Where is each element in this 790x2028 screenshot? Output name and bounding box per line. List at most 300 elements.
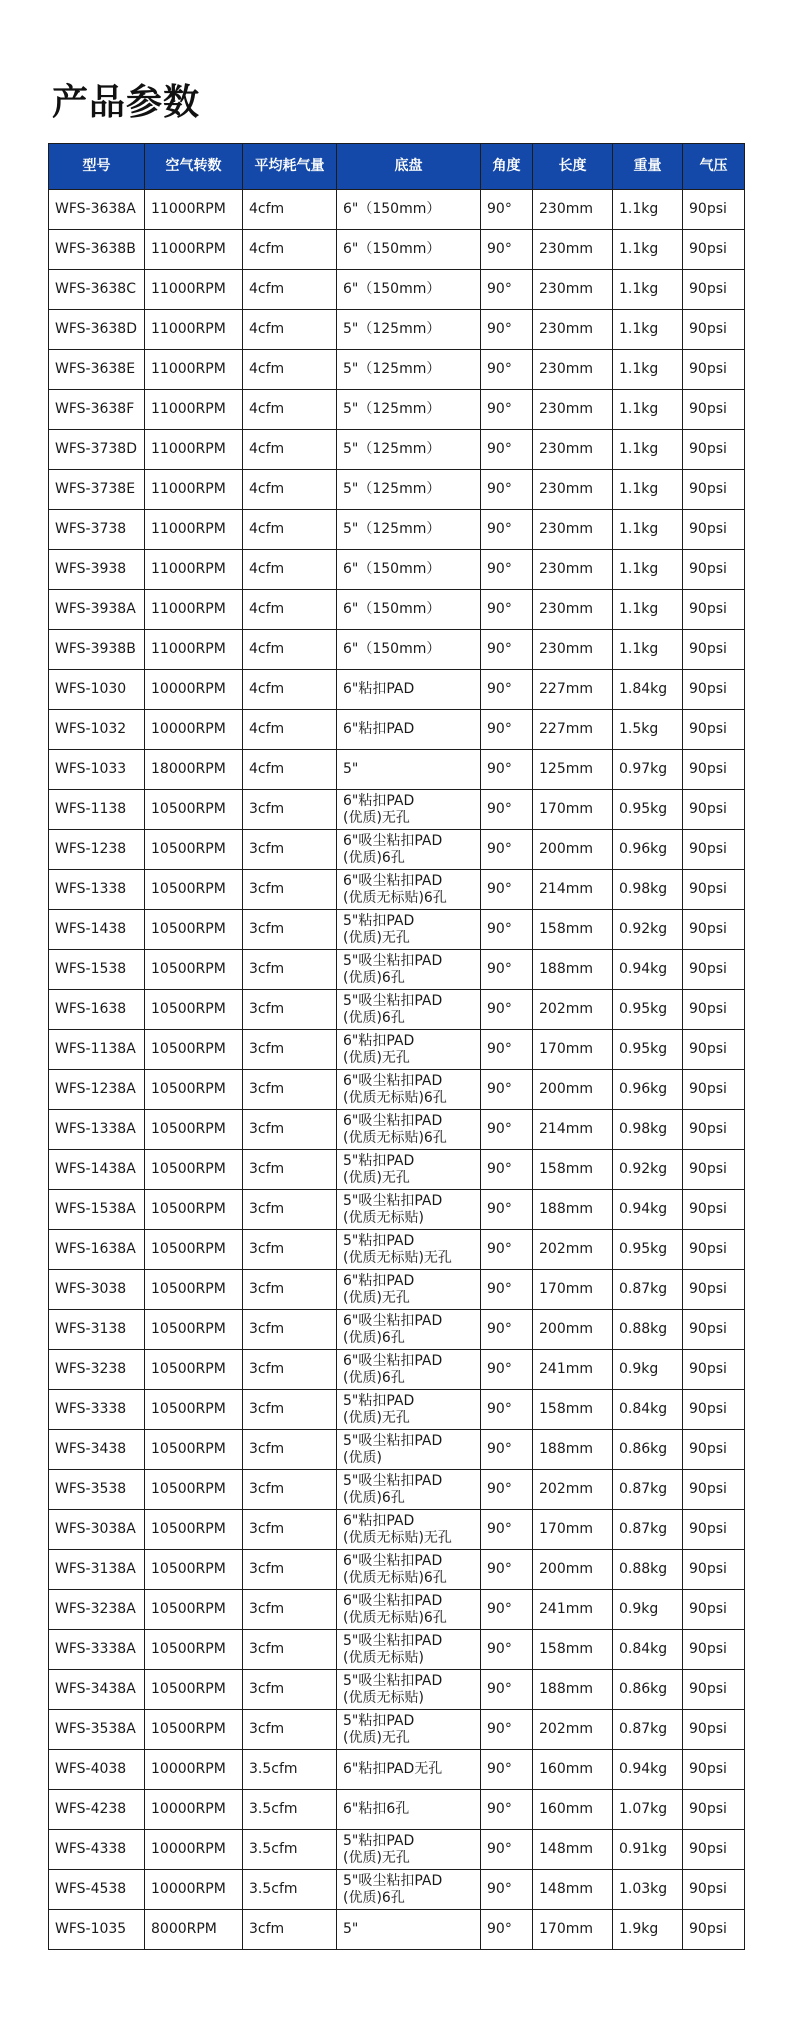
cell-weight: 0.88kg [613,1310,683,1350]
cell-weight: 1.5kg [613,710,683,750]
cell-length: 230mm [533,590,613,630]
cell-speed: 10500RPM [145,910,243,950]
cell-length: 200mm [533,1550,613,1590]
cell-air-consumption: 3cfm [243,950,337,990]
table-row [49,1830,745,1870]
table-row [49,830,745,870]
cell-speed: 11000RPM [145,310,243,350]
table-row [49,1350,745,1390]
table-row [49,670,745,710]
cell-pad: 5"吸尘粘扣PAD (优质无标贴) [337,1630,481,1670]
cell-weight: 0.98kg [613,870,683,910]
cell-pressure: 90psi [683,590,745,630]
cell-model: WFS-3638E [49,350,145,390]
cell-weight: 1.1kg [613,550,683,590]
cell-length: 158mm [533,910,613,950]
cell-air-consumption: 3cfm [243,1550,337,1590]
table-header-row [49,144,745,190]
cell-angle: 90° [481,1550,533,1590]
cell-angle: 90° [481,1590,533,1630]
table-row [49,1190,745,1230]
cell-air-consumption: 3cfm [243,1470,337,1510]
cell-length: 230mm [533,510,613,550]
cell-model: WFS-3638C [49,270,145,310]
table-row [49,1670,745,1710]
cell-length: 202mm [533,1470,613,1510]
cell-air-consumption: 3cfm [243,870,337,910]
cell-air-consumption: 3cfm [243,1910,337,1950]
cell-angle: 90° [481,1350,533,1390]
cell-weight: 0.87kg [613,1270,683,1310]
table-row [49,390,745,430]
table-row [49,710,745,750]
cell-angle: 90° [481,710,533,750]
cell-pressure: 90psi [683,1070,745,1110]
table-row [49,950,745,990]
table-row [49,1070,745,1110]
cell-length: 158mm [533,1390,613,1430]
cell-weight: 0.95kg [613,790,683,830]
cell-weight: 1.07kg [613,1790,683,1830]
cell-speed: 8000RPM [145,1910,243,1950]
cell-pad: 5"吸尘粘扣PAD (优质)6孔 [337,1870,481,1910]
cell-angle: 90° [481,1870,533,1910]
cell-angle: 90° [481,1630,533,1670]
cell-pressure: 90psi [683,670,745,710]
cell-model: WFS-3238 [49,1350,145,1390]
cell-speed: 10500RPM [145,990,243,1030]
cell-weight: 0.84kg [613,1390,683,1430]
cell-speed: 11000RPM [145,630,243,670]
cell-length: 230mm [533,270,613,310]
cell-angle: 90° [481,1510,533,1550]
cell-weight: 1.1kg [613,310,683,350]
cell-pad: 6"吸尘粘扣PAD (优质无标贴)6孔 [337,1590,481,1630]
cell-length: 200mm [533,830,613,870]
cell-angle: 90° [481,1430,533,1470]
table-row [49,270,745,310]
cell-length: 170mm [533,1030,613,1070]
cell-speed: 11000RPM [145,350,243,390]
cell-pressure: 90psi [683,1590,745,1630]
cell-pad: 6"粘扣PAD (优质)无孔 [337,1270,481,1310]
cell-length: 230mm [533,430,613,470]
cell-pad: 6"吸尘粘扣PAD (优质)6孔 [337,1310,481,1350]
cell-model: WFS-4338 [49,1830,145,1870]
cell-speed: 11000RPM [145,510,243,550]
cell-weight: 1.1kg [613,470,683,510]
cell-angle: 90° [481,1790,533,1830]
cell-model: WFS-4038 [49,1750,145,1790]
table-row [49,1590,745,1630]
cell-pad: 5"（125mm） [337,350,481,390]
cell-model: WFS-3438 [49,1430,145,1470]
cell-speed: 10500RPM [145,1710,243,1750]
cell-angle: 90° [481,470,533,510]
cell-pressure: 90psi [683,1190,745,1230]
cell-pressure: 90psi [683,390,745,430]
cell-angle: 90° [481,1070,533,1110]
cell-pressure: 90psi [683,230,745,270]
cell-speed: 10500RPM [145,790,243,830]
cell-length: 170mm [533,790,613,830]
cell-length: 170mm [533,1270,613,1310]
cell-air-consumption: 3cfm [243,1430,337,1470]
cell-speed: 10500RPM [145,1150,243,1190]
cell-pressure: 90psi [683,1510,745,1550]
table-row [49,1470,745,1510]
cell-pressure: 90psi [683,1390,745,1430]
cell-speed: 10500RPM [145,1030,243,1070]
cell-length: 230mm [533,550,613,590]
cell-speed: 11000RPM [145,550,243,590]
cell-air-consumption: 3cfm [243,1390,337,1430]
cell-pad: 5"吸尘粘扣PAD (优质)6孔 [337,1470,481,1510]
cell-air-consumption: 4cfm [243,350,337,390]
cell-speed: 18000RPM [145,750,243,790]
cell-weight: 0.94kg [613,1750,683,1790]
cell-pad: 5"（125mm） [337,390,481,430]
cell-model: WFS-1338A [49,1110,145,1150]
table-row [49,1150,745,1190]
cell-pressure: 90psi [683,1630,745,1670]
cell-pad: 6"粘扣PAD (优质)无孔 [337,790,481,830]
cell-pad: 5"（125mm） [337,470,481,510]
table-row [49,1550,745,1590]
cell-pressure: 90psi [683,1670,745,1710]
cell-weight: 1.1kg [613,270,683,310]
cell-speed: 10000RPM [145,1870,243,1910]
cell-weight: 0.92kg [613,910,683,950]
table-row [49,1510,745,1550]
cell-angle: 90° [481,1470,533,1510]
cell-speed: 10500RPM [145,1190,243,1230]
cell-weight: 1.9kg [613,1910,683,1950]
cell-pad: 5"吸尘粘扣PAD (优质无标贴) [337,1670,481,1710]
cell-pressure: 90psi [683,790,745,830]
cell-air-consumption: 4cfm [243,590,337,630]
cell-air-consumption: 3cfm [243,1630,337,1670]
cell-weight: 0.87kg [613,1510,683,1550]
table-row [49,1910,745,1950]
cell-angle: 90° [481,350,533,390]
cell-weight: 0.91kg [613,1830,683,1870]
cell-length: 170mm [533,1910,613,1950]
table-row [49,1310,745,1350]
cell-weight: 0.84kg [613,1630,683,1670]
cell-pad: 5"（125mm） [337,430,481,470]
table-row [49,310,745,350]
table-row [49,1030,745,1070]
cell-weight: 0.87kg [613,1470,683,1510]
cell-pressure: 90psi [683,870,745,910]
cell-speed: 10500RPM [145,830,243,870]
cell-speed: 10500RPM [145,1350,243,1390]
cell-model: WFS-3438A [49,1670,145,1710]
cell-weight: 0.86kg [613,1670,683,1710]
cell-pressure: 90psi [683,1110,745,1150]
cell-model: WFS-1638 [49,990,145,1030]
cell-angle: 90° [481,590,533,630]
cell-model: WFS-1032 [49,710,145,750]
table-row [49,1110,745,1150]
cell-weight: 0.96kg [613,1070,683,1110]
cell-pressure: 90psi [683,1870,745,1910]
cell-weight: 0.96kg [613,830,683,870]
cell-model: WFS-3638F [49,390,145,430]
header-cell-model: 型号 [49,144,145,190]
cell-angle: 90° [481,1390,533,1430]
cell-angle: 90° [481,910,533,950]
cell-weight: 0.97kg [613,750,683,790]
cell-weight: 1.1kg [613,430,683,470]
cell-length: 230mm [533,630,613,670]
cell-model: WFS-3038 [49,1270,145,1310]
cell-pad: 6"（150mm） [337,590,481,630]
cell-pad: 5"吸尘粘扣PAD (优质)6孔 [337,950,481,990]
cell-model: WFS-3138A [49,1550,145,1590]
cell-pad: 6"（150mm） [337,230,481,270]
cell-length: 160mm [533,1790,613,1830]
cell-length: 230mm [533,310,613,350]
cell-pad: 5"吸尘粘扣PAD (优质无标贴) [337,1190,481,1230]
cell-model: WFS-3238A [49,1590,145,1630]
cell-length: 170mm [533,1510,613,1550]
cell-air-consumption: 3cfm [243,990,337,1030]
cell-air-consumption: 3cfm [243,1070,337,1110]
cell-speed: 11000RPM [145,590,243,630]
cell-angle: 90° [481,950,533,990]
cell-pad: 5"粘扣PAD (优质)无孔 [337,910,481,950]
cell-length: 188mm [533,950,613,990]
cell-pressure: 90psi [683,310,745,350]
cell-pressure: 90psi [683,750,745,790]
cell-pressure: 90psi [683,710,745,750]
cell-weight: 1.1kg [613,510,683,550]
cell-model: WFS-1138A [49,1030,145,1070]
cell-pressure: 90psi [683,1830,745,1870]
cell-angle: 90° [481,550,533,590]
cell-angle: 90° [481,750,533,790]
cell-speed: 10500RPM [145,1270,243,1310]
cell-weight: 0.95kg [613,1030,683,1070]
cell-angle: 90° [481,870,533,910]
cell-length: 241mm [533,1590,613,1630]
cell-speed: 10500RPM [145,1310,243,1350]
cell-length: 158mm [533,1630,613,1670]
cell-air-consumption: 3cfm [243,1150,337,1190]
cell-speed: 10000RPM [145,1750,243,1790]
cell-model: WFS-3738 [49,510,145,550]
cell-length: 160mm [533,1750,613,1790]
cell-angle: 90° [481,230,533,270]
cell-angle: 90° [481,1230,533,1270]
cell-speed: 10000RPM [145,1830,243,1870]
header-cell-weight: 重量 [613,144,683,190]
cell-pad: 6"吸尘粘扣PAD (优质无标贴)6孔 [337,1110,481,1150]
cell-pad: 6"粘扣6孔 [337,1790,481,1830]
cell-pad: 6"吸尘粘扣PAD (优质无标贴)6孔 [337,1070,481,1110]
cell-air-consumption: 4cfm [243,550,337,590]
cell-angle: 90° [481,1670,533,1710]
cell-speed: 10500RPM [145,1110,243,1150]
cell-speed: 10500RPM [145,1510,243,1550]
cell-pressure: 90psi [683,350,745,390]
cell-model: WFS-3538 [49,1470,145,1510]
cell-speed: 11000RPM [145,430,243,470]
cell-model: WFS-1638A [49,1230,145,1270]
cell-pad: 6"粘扣PAD (优质无标贴)无孔 [337,1510,481,1550]
cell-angle: 90° [481,390,533,430]
cell-length: 214mm [533,1110,613,1150]
cell-length: 188mm [533,1670,613,1710]
cell-pressure: 90psi [683,1710,745,1750]
cell-model: WFS-3938B [49,630,145,670]
table-row [49,550,745,590]
table-row [49,870,745,910]
cell-length: 227mm [533,710,613,750]
cell-pressure: 90psi [683,1230,745,1270]
cell-air-consumption: 4cfm [243,710,337,750]
cell-model: WFS-3738E [49,470,145,510]
cell-angle: 90° [481,1030,533,1070]
cell-length: 202mm [533,990,613,1030]
cell-air-consumption: 3.5cfm [243,1830,337,1870]
cell-pad: 6"粘扣PAD (优质)无孔 [337,1030,481,1070]
page-title: 产品参数 [52,82,201,123]
table-row [49,190,745,230]
cell-weight: 0.9kg [613,1350,683,1390]
cell-speed: 10500RPM [145,950,243,990]
cell-pad: 5"粘扣PAD (优质)无孔 [337,1830,481,1870]
cell-length: 158mm [533,1150,613,1190]
cell-air-consumption: 4cfm [243,390,337,430]
cell-pressure: 90psi [683,1150,745,1190]
cell-speed: 11000RPM [145,390,243,430]
cell-pad: 5"粘扣PAD (优质)无孔 [337,1150,481,1190]
cell-model: WFS-3638D [49,310,145,350]
cell-pressure: 90psi [683,910,745,950]
table-row [49,1390,745,1430]
cell-pressure: 90psi [683,1270,745,1310]
header-cell-pressure: 气压 [683,144,745,190]
table-row [49,1710,745,1750]
cell-model: WFS-1238 [49,830,145,870]
cell-pressure: 90psi [683,1470,745,1510]
cell-pressure: 90psi [683,550,745,590]
cell-speed: 10500RPM [145,1470,243,1510]
table-row [49,1870,745,1910]
table-row [49,1750,745,1790]
cell-air-consumption: 4cfm [243,510,337,550]
header-cell-angle: 角度 [481,144,533,190]
cell-air-consumption: 4cfm [243,750,337,790]
cell-pressure: 90psi [683,1030,745,1070]
cell-angle: 90° [481,1750,533,1790]
cell-weight: 0.94kg [613,1190,683,1230]
cell-pressure: 90psi [683,1790,745,1830]
cell-air-consumption: 3cfm [243,1110,337,1150]
cell-model: WFS-3638A [49,190,145,230]
cell-pad: 6"粘扣PAD [337,710,481,750]
cell-pad: 6"吸尘粘扣PAD (优质)6孔 [337,830,481,870]
table-row [49,1790,745,1830]
header-cell-pad: 底盘 [337,144,481,190]
cell-angle: 90° [481,1710,533,1750]
cell-pressure: 90psi [683,1350,745,1390]
cell-length: 202mm [533,1230,613,1270]
cell-length: 200mm [533,1070,613,1110]
cell-speed: 10000RPM [145,1790,243,1830]
table-row [49,1430,745,1470]
cell-air-consumption: 3cfm [243,1230,337,1270]
cell-model: WFS-1338 [49,870,145,910]
cell-model: WFS-1438 [49,910,145,950]
cell-pressure: 90psi [683,1550,745,1590]
table-row [49,230,745,270]
cell-air-consumption: 3cfm [243,1310,337,1350]
table-row [49,590,745,630]
cell-angle: 90° [481,670,533,710]
cell-pad: 6"（150mm） [337,630,481,670]
cell-pad: 5" [337,750,481,790]
cell-speed: 10000RPM [145,710,243,750]
cell-model: WFS-1030 [49,670,145,710]
cell-pad: 6"粘扣PAD无孔 [337,1750,481,1790]
cell-weight: 1.1kg [613,190,683,230]
cell-pad: 5"（125mm） [337,310,481,350]
cell-weight: 0.94kg [613,950,683,990]
cell-model: WFS-3338 [49,1390,145,1430]
cell-pressure: 90psi [683,1910,745,1950]
cell-pressure: 90psi [683,430,745,470]
cell-model: WFS-3038A [49,1510,145,1550]
cell-air-consumption: 3.5cfm [243,1750,337,1790]
cell-model: WFS-1033 [49,750,145,790]
cell-speed: 10500RPM [145,1550,243,1590]
cell-length: 188mm [533,1190,613,1230]
cell-air-consumption: 3cfm [243,1590,337,1630]
cell-speed: 10500RPM [145,870,243,910]
cell-angle: 90° [481,1910,533,1950]
cell-length: 148mm [533,1830,613,1870]
cell-length: 227mm [533,670,613,710]
header-cell-length: 长度 [533,144,613,190]
cell-air-consumption: 4cfm [243,430,337,470]
cell-speed: 11000RPM [145,470,243,510]
cell-weight: 0.86kg [613,1430,683,1470]
cell-model: WFS-4538 [49,1870,145,1910]
cell-weight: 1.1kg [613,230,683,270]
cell-angle: 90° [481,1190,533,1230]
cell-length: 230mm [533,390,613,430]
cell-air-consumption: 4cfm [243,310,337,350]
cell-pad: 5"粘扣PAD (优质)无孔 [337,1710,481,1750]
cell-model: WFS-1138 [49,790,145,830]
cell-angle: 90° [481,1110,533,1150]
cell-angle: 90° [481,1830,533,1870]
cell-length: 214mm [533,870,613,910]
cell-weight: 1.1kg [613,590,683,630]
cell-weight: 0.87kg [613,1710,683,1750]
cell-air-consumption: 3cfm [243,1510,337,1550]
cell-pad: 5"吸尘粘扣PAD (优质) [337,1430,481,1470]
cell-weight: 1.84kg [613,670,683,710]
table-row [49,630,745,670]
header-cell-air-consumption: 平均耗气量 [243,144,337,190]
cell-pad: 5" [337,1910,481,1950]
cell-model: WFS-3338A [49,1630,145,1670]
